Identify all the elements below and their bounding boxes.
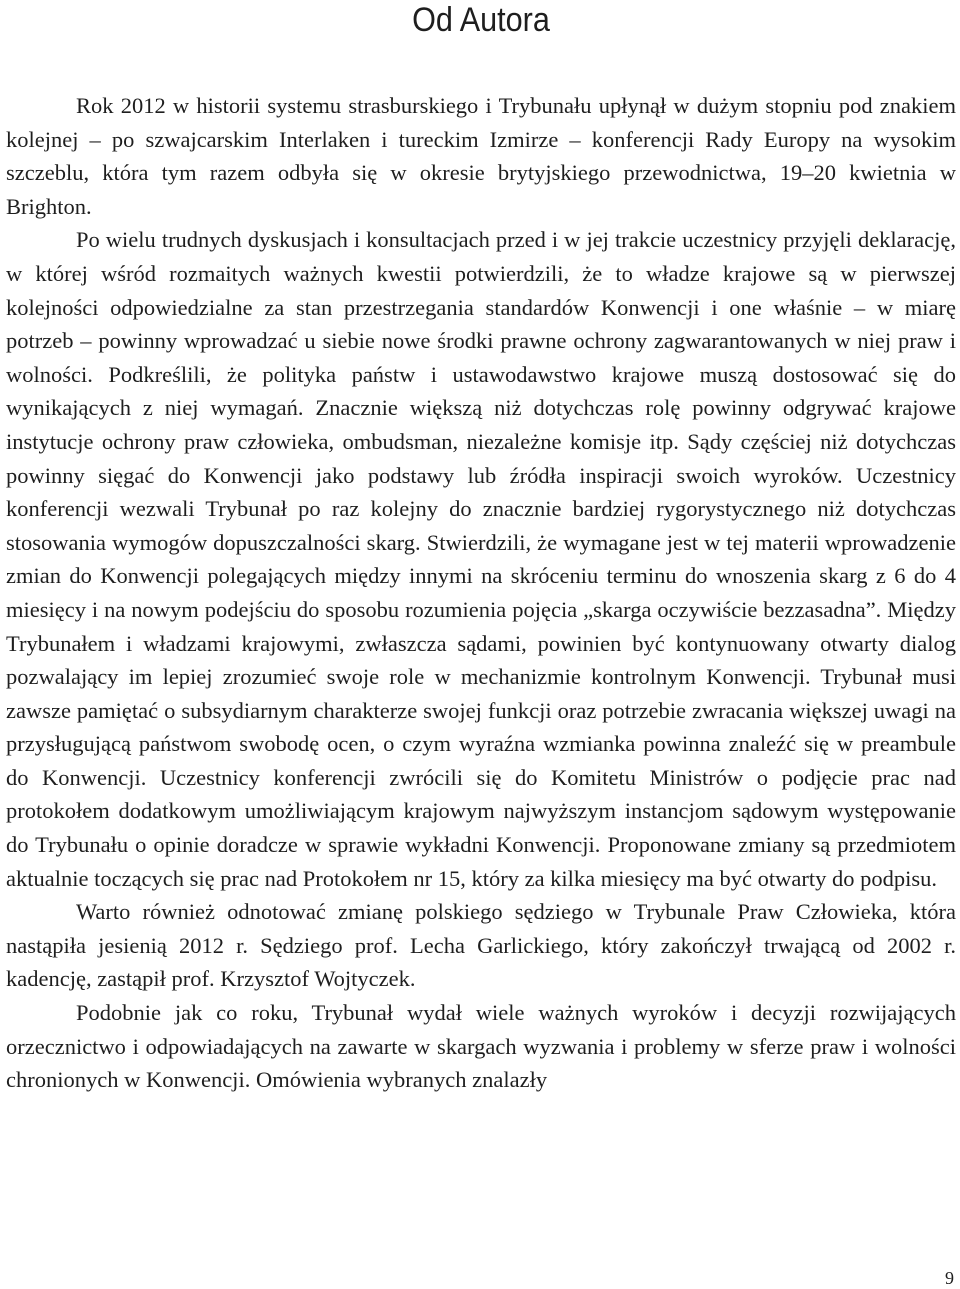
page-number: 9 <box>945 1268 954 1288</box>
paragraph-1: Rok 2012 w historii systemu strasburskiego i Trybunału upłynął w dużym stopniu pod znakiem kolejnej – po szwajcarskim Interlaken i tureckim Izmirze – konferencji Rady Europy na wysokim szczeblu, która tym razem odbyła się w okresie brytyjskiego przewodnictwa, 19–20 kwietnia w Brighton. <box>6 93 956 219</box>
paragraph-3: Warto również odnotować zmianę polskiego sędziego w Trybunale Praw Człowieka, która nastąpiła jesienią 2012 r. Sędziego prof. Lecha Garlickiego, który zakończył trwającą od 2002 r. kadencję, zastąpił prof. Krzysztof Wojtyczek. <box>6 899 956 992</box>
paragraph-2: Po wielu trudnych dyskusjach i konsultacjach przed i w jej trakcie uczestnicy przyjęli deklarację, w której wśród rozmaitych ważnych kwestii potwierdzili, że to władze krajowe są w pierwszej kolejności odpowiedzialne za stan przestrzegania standardów Konwencji i one właśnie – w miarę potrzeb – powinny wprowadzać u siebie nowe środki prawne ochrony zagwarantowanych w niej praw i wolności. Podkreślili, że polityka państw i ustawodawstwo krajowe muszą dostosować się do wynikających z niej wymagań. Znacznie większą niż dotychczas rolę powinny odgrywać krajowe instytucje ochrony praw człowieka, ombudsman, niezależne komisje itp. Sądy częściej niż dotychczas powinny sięgać do Konwencji jako podstawy lub źródła inspiracji swoich wyroków. Uczestnicy konferencji wezwali Trybunał po raz kolejny do znacznie bardziej rygorystycznego niż dotychczas stosowania wymogów dopuszczalności skarg. Stwierdzili, że wymagane jest w tej materii wprowadzenie zmian do Konwencji polegających między innymi na skróceniu terminu do wnoszenia skarg z 6 do 4 miesięcy i na nowym podejściu do sposobu rozumienia pojęcia „skarga oczywiście bezzasadna”. Między Trybunałem i władzami krajowymi, zwłaszcza sądami, powinien być kontynuowany otwarty dialog pozwalający im lepiej zrozumieć swoje role w mechanizmie kontrolnym Konwencji. Trybunał musi zawsze pamiętać o subsydiarnym charakterze swojej funkcji oraz potrzebie zwracania większej uwagi na przysługującą państwom swobodę ocen, o czym wyraźna wzmianka powinna znaleźć się w preambule do Konwencji. Uczestnicy konferencji zwrócili się do Komitetu Ministrów o podjęcie prac nad protokołem dodatkowym umożliwiającym krajowym najwyższym instancjom sądowym występowanie do Trybunału o opinie doradcze w sprawie wykładni Konwencji. Proponowane zmiany są przedmiotem aktualnie toczących się prac nad Protokołem nr 15, który za kilka miesięcy ma być otwarty do podpisu. <box>6 227 956 891</box>
body-text <box>6 89 956 1097</box>
paragraph-4: Podobnie jak co roku, Trybunał wydał wiele ważnych wyroków i decyzji rozwijających orzecznictwo i odpowiadających na zawarte w skargach wyzwania i problemy w sferze praw i wolności chronionych w Konwencji. Omówienia wybranych znalazły <box>6 1000 956 1093</box>
page-title: Od Autora <box>412 1 550 39</box>
